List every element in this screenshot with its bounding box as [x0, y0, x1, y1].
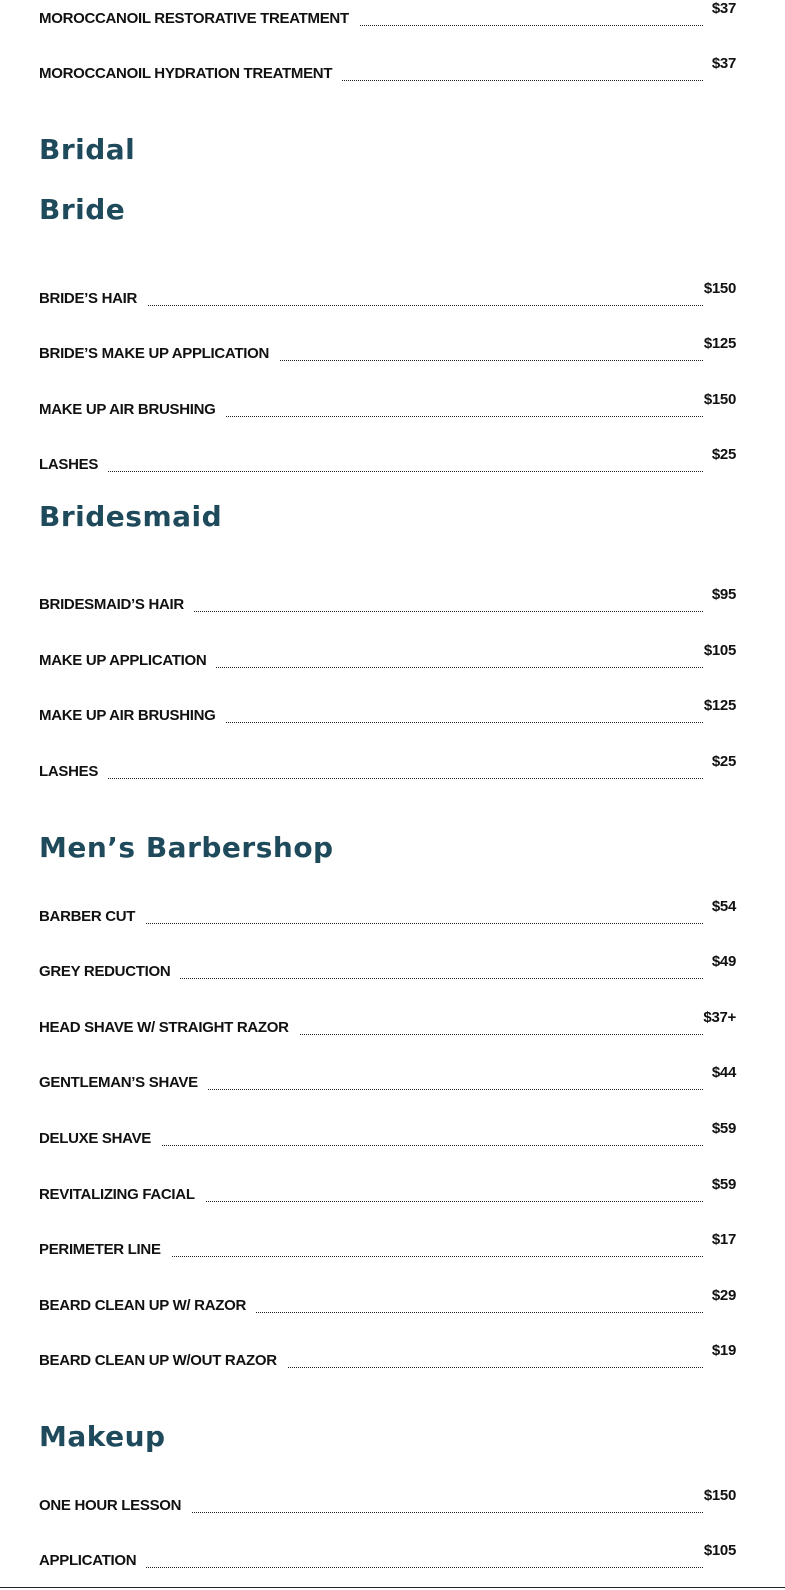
- service-price: $37: [711, 55, 736, 72]
- service-price: $105: [703, 1542, 736, 1559]
- service-name: ONE HOUR LESSON: [39, 1497, 191, 1515]
- dot-leader: [39, 778, 703, 779]
- service-name: MAKE UP AIR BRUSHING: [39, 401, 226, 419]
- price-row: [39, 588, 736, 614]
- service-price: $37: [711, 0, 736, 17]
- section-title-makeup: Makeup: [39, 1420, 166, 1453]
- subsection-title-bride: Bride: [39, 193, 126, 226]
- service-name: BARBER CUT: [39, 908, 145, 926]
- price-row: [39, 1344, 736, 1370]
- price-row: [39, 1178, 736, 1204]
- price-row: [39, 1489, 736, 1515]
- service-price: $59: [711, 1176, 736, 1193]
- service-name: GREY REDUCTION: [39, 963, 180, 981]
- price-row: [39, 393, 736, 419]
- service-price: $150: [703, 1487, 736, 1504]
- price-row: [39, 1011, 736, 1037]
- price-row: [39, 900, 736, 926]
- price-row: [39, 1233, 736, 1259]
- service-name: APPLICATION: [39, 1552, 146, 1570]
- service-price: $54: [711, 898, 736, 915]
- service-price: $29: [711, 1287, 736, 1304]
- service-price: $25: [711, 753, 736, 770]
- subsection-title-bridesmaid: Bridesmaid: [39, 500, 223, 533]
- service-price: $19: [711, 1342, 736, 1359]
- price-row: [39, 448, 736, 474]
- service-price: $150: [703, 280, 736, 297]
- section-title-barbershop: Men’s Barbershop: [39, 831, 334, 864]
- section-title-bridal: Bridal: [39, 133, 136, 166]
- service-name: HEAD SHAVE W/ STRAIGHT RAZOR: [39, 1019, 299, 1037]
- bottom-divider: [0, 1587, 785, 1588]
- price-row: [39, 57, 736, 83]
- service-price: $37+: [703, 1009, 736, 1026]
- service-price: $95: [711, 586, 736, 603]
- price-row: [39, 337, 736, 363]
- service-name: BRIDE’S HAIR: [39, 290, 147, 308]
- service-price: $17: [711, 1231, 736, 1248]
- service-price: $25: [711, 446, 736, 463]
- service-name: MOROCCANOIL RESTORATIVE TREATMENT: [39, 10, 359, 28]
- service-price: $59: [711, 1120, 736, 1137]
- price-row: [39, 644, 736, 670]
- service-name: PERIMETER LINE: [39, 1241, 171, 1259]
- service-name: REVITALIZING FACIAL: [39, 1186, 205, 1204]
- price-row: [39, 1066, 736, 1092]
- service-price: $49: [711, 953, 736, 970]
- service-price: $150: [703, 391, 736, 408]
- price-row: [39, 699, 736, 725]
- price-row: [39, 2, 736, 28]
- dot-leader: [39, 471, 703, 472]
- service-name: MAKE UP AIR BRUSHING: [39, 707, 226, 725]
- service-name: BRIDE’S MAKE UP APPLICATION: [39, 345, 279, 363]
- price-row: [39, 755, 736, 781]
- service-price: $125: [703, 335, 736, 352]
- price-row: [39, 1289, 736, 1315]
- service-name: DELUXE SHAVE: [39, 1130, 161, 1148]
- price-row: [39, 955, 736, 981]
- service-name: MOROCCANOIL HYDRATION TREATMENT: [39, 65, 342, 83]
- price-row: [39, 1122, 736, 1148]
- service-price: $105: [703, 642, 736, 659]
- service-name: LASHES: [39, 763, 108, 781]
- service-name: MAKE UP APPLICATION: [39, 652, 216, 670]
- service-name: BRIDESMAID’S HAIR: [39, 596, 194, 614]
- service-name: GENTLEMAN’S SHAVE: [39, 1074, 208, 1092]
- service-price: $44: [711, 1064, 736, 1081]
- service-name: LASHES: [39, 456, 108, 474]
- service-price: $125: [703, 697, 736, 714]
- price-row: [39, 1544, 736, 1570]
- service-name: BEARD CLEAN UP W/OUT RAZOR: [39, 1352, 287, 1370]
- service-name: BEARD CLEAN UP W/ RAZOR: [39, 1297, 256, 1315]
- price-row: [39, 282, 736, 308]
